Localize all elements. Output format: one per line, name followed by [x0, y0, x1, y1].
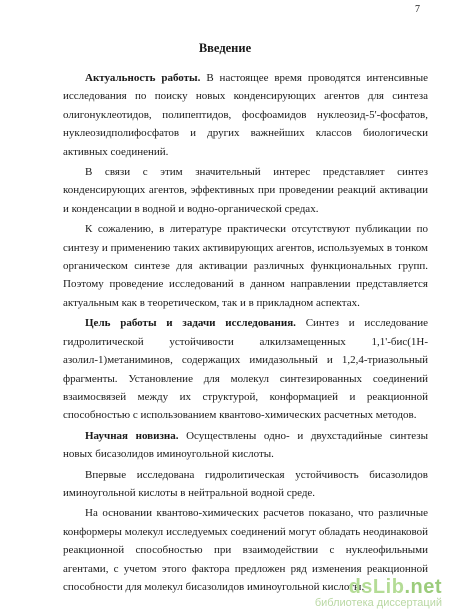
paragraph-novelty — [63, 427, 428, 464]
paragraph-lead: Научная новизна. — [85, 429, 179, 442]
page-number: 7 — [415, 4, 420, 15]
paragraph-goal — [63, 314, 428, 424]
document-body — [63, 69, 428, 598]
paragraph-hydrolysis — [63, 466, 428, 503]
paragraph-text: К сожалению, в литературе практически отсутствуют публикации по синтезу и применению таких активирующих агентов, используемых в тонком органическом синтезе для активации различных функциональных групп. Поэтому проведение исследований в данном направлении представляется актуальным как в теоретическом, так и в прикладном аспектах. — [63, 223, 428, 309]
paragraph-text: Осуществлены одно- и двухстадийные синтезы новых бисазолидов иминоугольной кислоты. — [63, 429, 429, 461]
watermark-tagline: библиотека диссертаций — [314, 597, 442, 609]
dslib-watermark[interactable] — [315, 576, 442, 609]
paragraph-interest — [63, 163, 428, 218]
paragraph-lead: Цель работы и задачи исследования. — [85, 317, 296, 330]
watermark-logo — [315, 576, 442, 599]
watermark-logo-prefix: dsLib — [348, 576, 405, 598]
section-heading: Введение — [198, 41, 252, 55]
paragraph-text: На основании квантово-химических расчетов показано, что различные конформеры молекул исследуемых соединений могут обладать неодинаковой реакционной способностью при взаимодействии с нуклеофильными агентами, с учетом этого фактора предложен ряд изменения реакционной способности для молекул бисазолидов иминоугольной кислоты. — [63, 507, 428, 593]
paragraph-text: Впервые исследована гидролитическая устойчивость бисазолидов иминоугольной кислоты в нейтральной водной среде. — [63, 468, 428, 499]
paragraph-text: В связи с этим значительный интерес представляет синтез конденсирующих агентов, эффективных при проведении реакций активации и конденсации в водной и водно-органической средах. — [63, 166, 428, 215]
paragraph-relevance — [63, 69, 428, 161]
paragraph-text: Синтез и исследование гидролитической устойчивости алкилзамещенных 1,1'-бис(1Н-азолил-1)метаниминов, содержащих имидазольный и 1,2,4-триазольный фрагменты. Установление для молекул синтезированных соединений взаимосвязей между их структурой, конформацией и реакционной способностью с использованием квантово-химических расчетных методов. — [63, 317, 428, 422]
paragraph-text: В настоящее время проводятся интенсивные исследования по поиску новых конденсирующих агентов для синтеза олигонуклеотидов, полипептидов, фосфоамидов нуклеозид-5'-фосфатов, нуклеозидполифосфатов и других важнейших классов биологически активных соединений. — [63, 72, 428, 158]
paragraph-literature — [63, 220, 428, 312]
watermark-logo-suffix: .net — [404, 576, 442, 598]
paragraph-lead: Актуальность работы. — [85, 72, 201, 84]
